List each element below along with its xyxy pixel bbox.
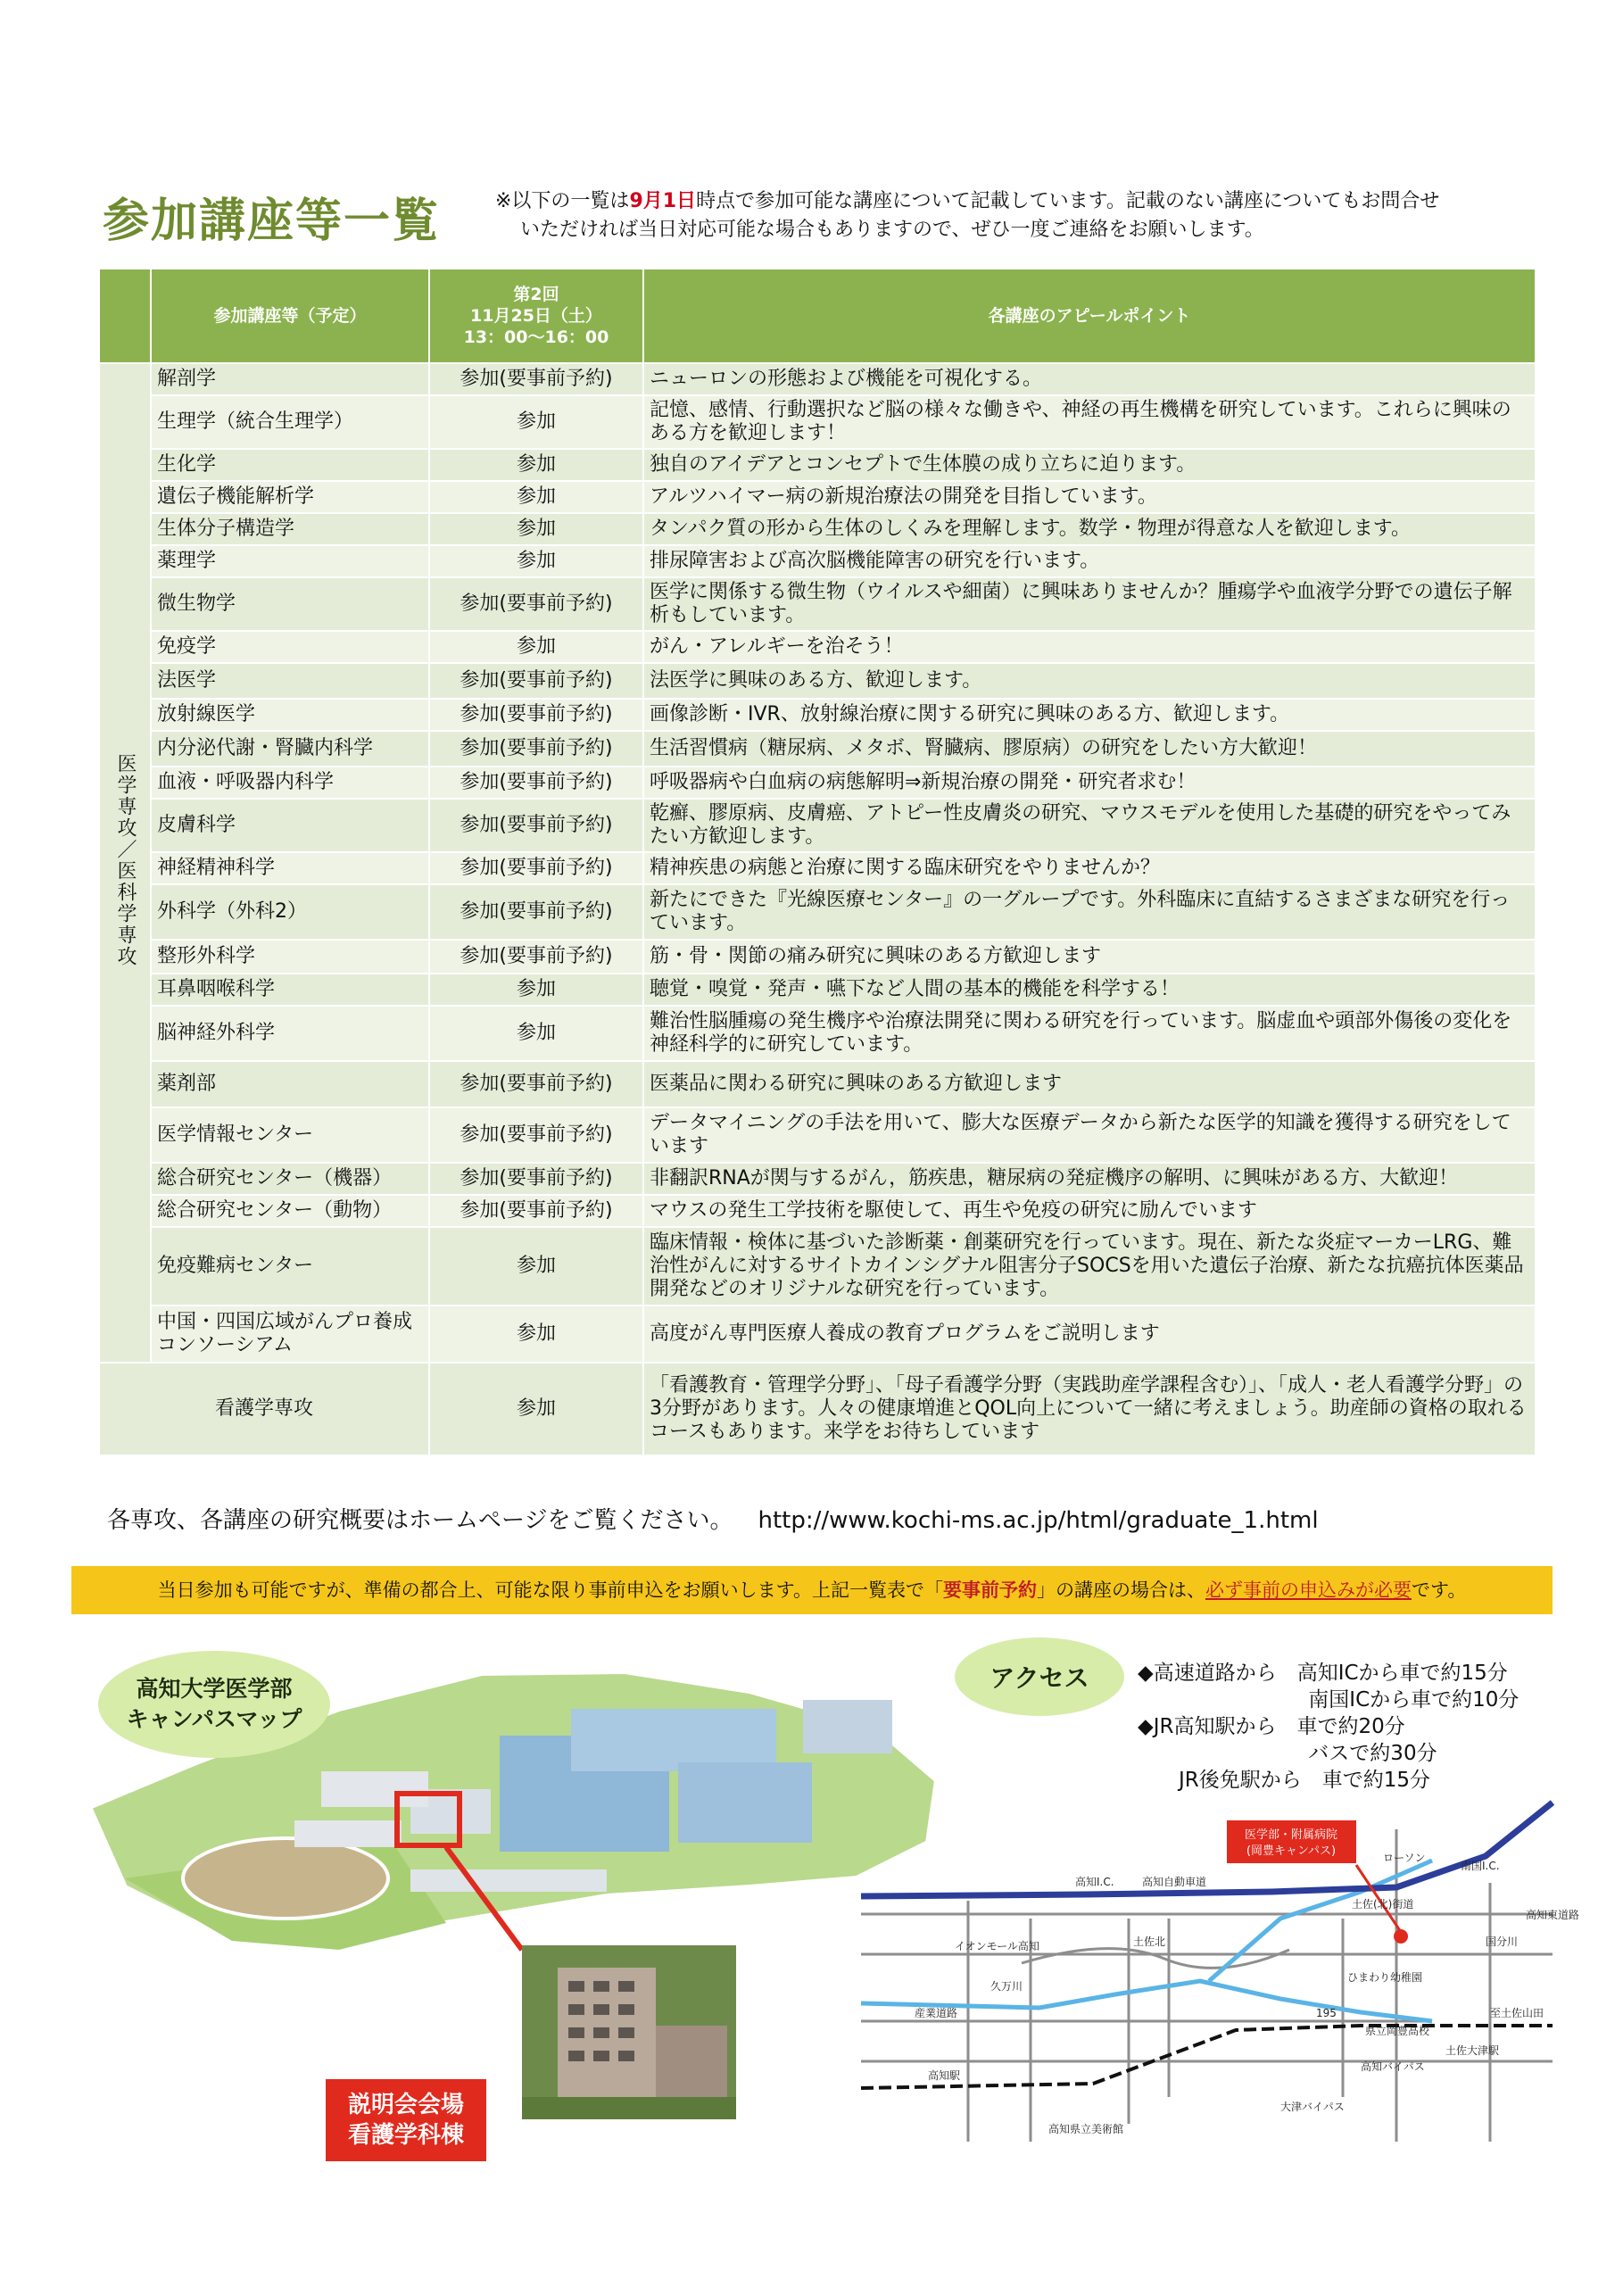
course-name: 総合研究センター（動物）	[151, 1195, 429, 1227]
page-title: 参加講座等一覧	[103, 195, 441, 248]
table-body	[99, 363, 1536, 1455]
appeal: 排尿障害および高次脳機能障害の研究を行います。	[643, 545, 1536, 577]
access-line: JR後免駅から 車で約15分	[1138, 1769, 1431, 1792]
course-name: 内分泌代謝・腎臓内科学	[151, 731, 429, 767]
participation: 参加(要事前予約)	[429, 577, 643, 631]
appeal: 聴覚・嗅覚・発声・嚥下など人間の基本的機能を科学する！	[643, 974, 1536, 1006]
campus-title-line2: キャンパスマップ	[126, 1706, 302, 1732]
table-row	[99, 363, 1536, 395]
participation: 参加	[429, 1305, 643, 1363]
homepage-link[interactable]: http://www.kochi-ms.ac.jp/html/graduate_1.html	[758, 1507, 1319, 1534]
course-name: 免疫学	[151, 631, 429, 663]
appeal: 「看護教育・管理学分野」、「母子看護学分野（実践助産学課程含む）」、「成人・老人看護学分野」の3分野があります。人々の健康増進とQOL向上について一緒に考えましょう。助産師の資格の取れるコースもあります。来学をお待ちしています	[643, 1363, 1536, 1455]
table-row	[99, 1006, 1536, 1061]
course-name: 生化学	[151, 449, 429, 481]
participation: 参加	[429, 974, 643, 1006]
table-row	[99, 577, 1536, 631]
participation: 参加	[429, 481, 643, 513]
map-label: ローソン	[1383, 1852, 1426, 1864]
map-campus-marker-line1: 医学部・附属病院	[1244, 1828, 1338, 1842]
appeal: 医学に関係する微生物（ウイルスや細菌）に興味ありませんか？腫瘍学や血液学分野での遺伝子解析もしています。	[643, 577, 1536, 631]
course-name: 中国・四国広域がんプロ養成コンソーシアム	[151, 1305, 429, 1363]
participation: 参加	[429, 513, 643, 545]
course-name: 医学情報センター	[151, 1107, 429, 1163]
appeal: 医薬品に関わる研究に興味のある方歓迎します	[643, 1061, 1536, 1107]
header-session-title: 第2回	[513, 285, 559, 304]
course-name: 神経精神科学	[151, 852, 429, 884]
note-date: 9月1日	[629, 190, 697, 212]
course-name: 看護学専攻	[99, 1363, 429, 1455]
appeal: 非翻訳RNAが関与するがん，筋疾患，糖尿病の発症機序の解明、に興味がある方、大歓迎！	[643, 1163, 1536, 1195]
map-label: 至土佐山田	[1490, 2007, 1544, 2019]
participation: 参加	[429, 1006, 643, 1061]
participation: 参加(要事前予約)	[429, 363, 643, 395]
table-row	[99, 395, 1536, 449]
homepage-line	[107, 1502, 1319, 1535]
participation: 参加(要事前予約)	[429, 699, 643, 731]
participation: 参加(要事前予約)	[429, 1107, 643, 1163]
course-name: 血液・呼吸器内科学	[151, 767, 429, 799]
course-name: 解剖学	[151, 363, 429, 395]
banner-part3: です。	[1412, 1579, 1467, 1601]
map-campus-marker-line2: (岡豊キャンパス)	[1246, 1844, 1337, 1858]
participation: 参加(要事前予約)	[429, 884, 643, 940]
table-row	[99, 631, 1536, 663]
course-name: 薬理学	[151, 545, 429, 577]
participation: 参加(要事前予約)	[429, 1163, 643, 1195]
course-name: 法医学	[151, 663, 429, 699]
appeal: 筋・骨・関節の痛み研究に興味のある方歓迎します	[643, 940, 1536, 974]
table-row	[99, 1061, 1536, 1107]
participation: 参加(要事前予約)	[429, 663, 643, 699]
course-name: 耳鼻咽喉科学	[151, 974, 429, 1006]
course-name: 放射線医学	[151, 699, 429, 731]
participation: 参加(要事前予約)	[429, 852, 643, 884]
table-row	[99, 1107, 1536, 1163]
table-row	[99, 852, 1536, 884]
access-line: ◆高速道路から 高知ICから車で約15分	[1138, 1662, 1508, 1685]
course-name: 脳神経外科学	[151, 1006, 429, 1061]
map-label: 久万川	[990, 1980, 1023, 1993]
appeal: 高度がん専門医療人養成の教育プログラムをご説明します	[643, 1305, 1536, 1363]
participation: 参加(要事前予約)	[429, 1195, 643, 1227]
map-label: 土佐(北)街道	[1352, 1898, 1414, 1911]
table-row	[99, 481, 1536, 513]
appeal: データマイニングの手法を用いて、膨大な医療データから新たな医学的知識を獲得する研究をしています	[643, 1107, 1536, 1163]
table-row	[99, 974, 1536, 1006]
table-row	[99, 513, 1536, 545]
map-label: 南国I.C.	[1461, 1860, 1500, 1872]
table-row	[99, 731, 1536, 767]
appeal: 法医学に興味のある方、歓迎します。	[643, 663, 1536, 699]
header-blank	[99, 269, 151, 363]
note-prefix: ※以下の一覧は	[495, 190, 630, 212]
group-label-cell	[99, 363, 151, 1363]
banner-part1: 当日参加も可能ですが、準備の都合上、可能な限り事前申込をお願いします。上記一覧表で「	[157, 1579, 943, 1601]
appeal: 精神疾患の病態と治療に関する臨床研究をやりませんか？	[643, 852, 1536, 884]
access-line: 南国ICから車で約10分	[1138, 1688, 1519, 1712]
participation: 参加(要事前予約)	[429, 767, 643, 799]
table-row	[99, 940, 1536, 974]
table-row	[99, 767, 1536, 799]
access-title: アクセス	[955, 1637, 1124, 1716]
map-label: イオンモール高知	[955, 1940, 1039, 1952]
table-row	[99, 699, 1536, 731]
appeal: ニューロンの形態および機能を可視化する。	[643, 363, 1536, 395]
participation: 参加	[429, 1363, 643, 1455]
appeal: アルツハイマー病の新規治療法の開発を目指しています。	[643, 481, 1536, 513]
course-name: 外科学（外科2）	[151, 884, 429, 940]
access-route-map	[861, 1803, 1580, 2142]
header-session-date: 11月25日（土）	[470, 306, 602, 326]
map-label: 高知駅	[928, 2069, 961, 2082]
access-info	[1138, 1660, 1519, 1794]
page-note	[495, 187, 1530, 245]
course-table	[98, 268, 1536, 1456]
map-label: 195	[1316, 2007, 1337, 2019]
map-label: 高知バイパス	[1361, 2060, 1425, 2073]
map-label: 高知自動車道	[1142, 1876, 1207, 1888]
header-appeal: 各講座のアピールポイント	[643, 269, 1536, 363]
course-name: 微生物学	[151, 577, 429, 631]
nursing-building-photo	[522, 1945, 736, 2119]
course-name: 免疫難病センター	[151, 1227, 429, 1305]
appeal: 乾癬、膠原病、皮膚癌、アトピー性皮膚炎の研究、マウスモデルを使用した基礎的研究をやってみたい方歓迎します。	[643, 799, 1536, 852]
appeal: 臨床情報・検体に基づいた診断薬・創薬研究を行っています。現在、新たな炎症マーカーLRG、難治性がんに対するサイトカインシグナル阻害分子SOCSを用いた遺伝子治療、新たな抗癌抗体医薬品開発などのオリジナルな研究を行っています。	[643, 1227, 1536, 1305]
note-line2: いただければ当日対応可能な場合もありますので、ぜひ一度ご連絡をお願いします。	[520, 219, 1264, 241]
appeal: 呼吸器病や白血病の病態解明⇒新規治療の開発・研究者求む！	[643, 767, 1536, 799]
table-row	[99, 1305, 1536, 1363]
banner-part2: 」の講座の場合は、	[1037, 1579, 1205, 1601]
appeal: タンパク質の形から生体のしくみを理解します。数学・物理が得意な人を歓迎します。	[643, 513, 1536, 545]
appeal: 難治性脳腫瘍の発生機序や治療法開発に関わる研究を行っています。脳虚血や頭部外傷後の変化を神経科学的に研究しています。	[643, 1006, 1536, 1061]
map-label: 土佐北	[1133, 1935, 1166, 1948]
table-row	[99, 1195, 1536, 1227]
table-row	[99, 1227, 1536, 1305]
map-label: 産業道路	[915, 2007, 958, 2019]
group-label: 医学専攻／医科学専攻	[114, 752, 137, 967]
header-session	[429, 269, 643, 363]
course-name: 生体分子構造学	[151, 513, 429, 545]
map-label: 県立岡豊高校	[1365, 2025, 1430, 2037]
participation: 参加	[429, 631, 643, 663]
map-label: 高知県立美術館	[1048, 2123, 1124, 2135]
course-name: 総合研究センター（機器）	[151, 1163, 429, 1195]
venue-label	[326, 2079, 486, 2161]
banner-emph1: 要事前予約	[943, 1579, 1037, 1601]
appeal: 画像診断・IVR、放射線治療に関する研究に興味のある方、歓迎します。	[643, 699, 1536, 731]
banner-emph2: 必ず事前の申込みが必要	[1205, 1579, 1412, 1601]
appeal: 独自のアイデアとコンセプトで生体膜の成り立ちに迫ります。	[643, 449, 1536, 481]
course-name: 皮膚科学	[151, 799, 429, 852]
map-label: 高知東道路	[1526, 1909, 1580, 1921]
table-header-row	[99, 269, 1536, 363]
course-name: 生理学（統合生理学）	[151, 395, 429, 449]
access-line: ◆JR高知駅から 車で約20分	[1138, 1715, 1405, 1738]
map-label: 大津バイパス	[1280, 2101, 1345, 2113]
participation: 参加	[429, 395, 643, 449]
map-label: 土佐大津駅	[1445, 2044, 1500, 2057]
participation: 参加	[429, 1227, 643, 1305]
venue-line2: 看護学科棟	[347, 2122, 464, 2149]
map-label: ひまわり幼稚園	[1347, 1971, 1423, 1984]
table-row	[99, 799, 1536, 852]
map-label: 国分川	[1486, 1935, 1519, 1948]
participation: 参加(要事前予約)	[429, 731, 643, 767]
table-row	[99, 545, 1536, 577]
participation: 参加	[429, 449, 643, 481]
homepage-text: 各専攻、各講座の研究概要はホームページをご覧ください。	[107, 1507, 733, 1534]
campus-map-title	[98, 1651, 330, 1758]
venue-line1: 説明会会場	[347, 2092, 464, 2118]
campus-title-line1: 高知大学医学部	[136, 1676, 293, 1702]
appeal: 新たにできた『光線医療センター』の一グループです。外科臨床に直結するさまざまな研究を行っています。	[643, 884, 1536, 940]
course-name: 整形外科学	[151, 940, 429, 974]
participation: 参加(要事前予約)	[429, 799, 643, 852]
table-row	[99, 663, 1536, 699]
course-name: 遺伝子機能解析学	[151, 481, 429, 513]
participation: 参加(要事前予約)	[429, 1061, 643, 1107]
advance-booking-banner	[71, 1566, 1553, 1614]
table-row	[99, 884, 1536, 940]
header-course: 参加講座等（予定）	[151, 269, 429, 363]
appeal: 生活習慣病（糖尿病、メタボ、腎臓病、膠原病）の研究をしたい方大歓迎！	[643, 731, 1536, 767]
appeal: がん・アレルギーを治そう！	[643, 631, 1536, 663]
table-row	[99, 1163, 1536, 1195]
map-label: 高知I.C.	[1075, 1876, 1114, 1888]
table-row-nursing	[99, 1363, 1536, 1455]
access-line: バスで約30分	[1138, 1742, 1437, 1765]
participation: 参加(要事前予約)	[429, 940, 643, 974]
participation: 参加	[429, 545, 643, 577]
course-name: 薬剤部	[151, 1061, 429, 1107]
note-line1-rest: 時点で参加可能な講座について記載しています。記載のない講座についてもお問合せ	[696, 190, 1440, 212]
appeal: 記憶、感情、行動選択など脳の様々な働きや、神経の再生機構を研究しています。これらに興味のある方を歓迎します！	[643, 395, 1536, 449]
table-row	[99, 449, 1536, 481]
header-session-time: 13：00〜16：00	[463, 327, 609, 347]
appeal: マウスの発生工学技術を駆使して、再生や免疫の研究に励んでいます	[643, 1195, 1536, 1227]
